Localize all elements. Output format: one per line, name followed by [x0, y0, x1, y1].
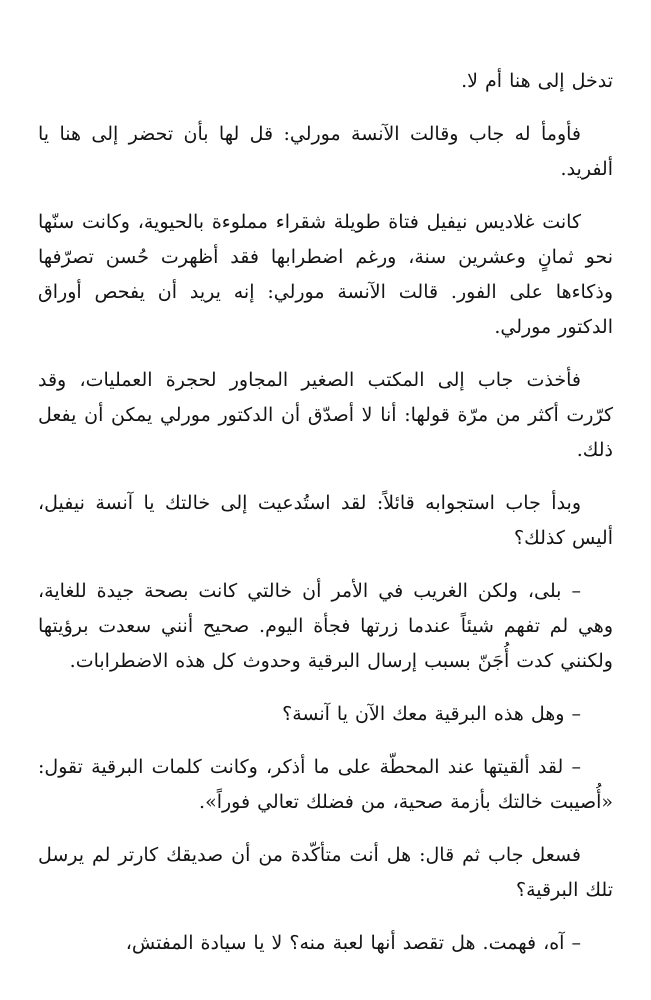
book-page	[38, 64, 613, 990]
paragraph-4: فأخذت جاب إلى المكتب الصغير المجاور لحجرة العمليات، وقد كرّرت أكثر من مرّة قولها: أنا لا أصدّق أن الدكتور مورلي يمكن أن يفعل ذلك.	[38, 369, 613, 461]
paragraph-1: تدخل إلى هنا أم لا.	[461, 70, 613, 92]
paragraph-3: كانت غلاديس نيفيل فتاة طويلة شقراء مملوءة بالحيوية، وكانت سنّها نحو ثمانٍ وعشرين سنة، ورغم اضطرابها فقد أظهرت حُسن تصرّفها وذكاءها على الفور. قالت الآنسة مورلي: إنه يريد أن يفحص أوراق الدكتور مورلي.	[38, 211, 613, 338]
paragraph-2: فأومأ له جاب وقالت الآنسة مورلي: قل لها بأن تحضر إلى هنا يا ألفريد.	[38, 123, 613, 180]
paragraph-5: وبدأ جاب استجوابه قائلاً: لقد استُدعيت إلى خالتك يا آنسة نيفيل، أليس كذلك؟	[38, 492, 613, 549]
paragraph-8: – لقد ألقيتها عند المحطّة على ما أذكر، وكانت كلمات البرقية تقول: «أُصيبت خالتك بأزمة صحية، من فضلك تعالي فوراً».	[38, 756, 613, 813]
paragraph-9: فسعل جاب ثم قال: هل أنت متأكّدة من أن صديقك كارتر لم يرسل تلك البرقية؟	[38, 844, 613, 901]
paragraph-10: – آه، فهمت. هل تقصد أنها لعبة منه؟ لا يا سيادة المفتش،	[125, 932, 581, 954]
paragraph-6: – بلى، ولكن الغريب في الأمر أن خالتي كانت بصحة جيدة للغاية، وهي لم تفهم شيئاً عندما زرتها فجأة اليوم. صحيح أنني سعدت برؤيتها ولكنني كدت أُجَنّ بسبب إرسال البرقية وحدوث كل هذه الاضطرابات.	[38, 580, 613, 672]
paragraph-7: – وهل هذه البرقية معك الآن يا آنسة؟	[282, 703, 581, 725]
